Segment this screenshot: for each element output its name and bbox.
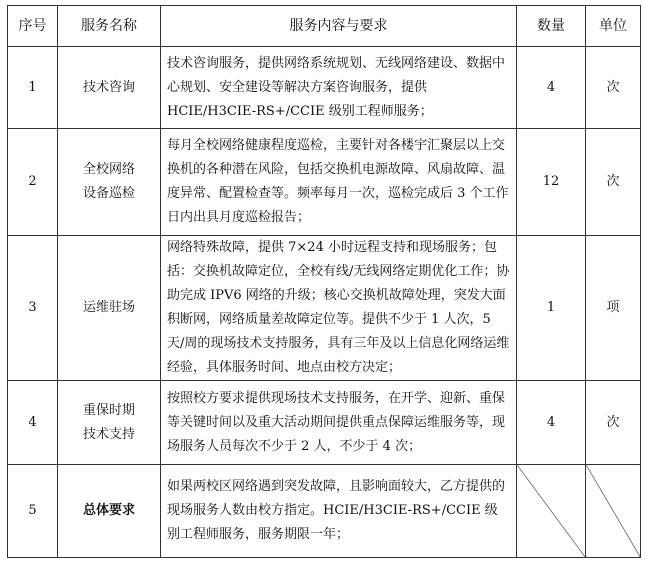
row-seq: 1 [8,47,58,129]
table-row [8,129,641,236]
table-header-row [8,6,641,47]
service-name-text: 全校网络设备巡检 [82,162,135,201]
row-quantity: 1 [517,236,586,381]
row-seq: 3 [8,236,58,381]
row-quantity-empty [517,465,586,558]
header-service-name: 服务名称 [58,6,161,47]
service-name-text: 运维驻场 [82,300,135,315]
service-name-text: 重保时期技术支持 [82,402,135,442]
table-row [8,465,641,558]
row-service-content: 网络特殊故障，提供 7×24 小时远程支持和现场服务；包括：交换机故障定位，全校有线/无线网络定期优化工作；协助完成 IPV6 网络的升级；核心交换机故障处理，突发大面积断网，网络质量差故障定位等。提供不少于 1 人次，5 天/周的现场技术支持服务，具有三年及以上信息化网络运维经验，具体服务时间、地点由校方决定； [161,236,517,381]
row-seq: 2 [8,129,58,236]
row-service-name [58,381,161,465]
row-service-name [58,129,161,236]
row-service-name [58,47,161,129]
row-seq: 4 [8,381,58,465]
row-unit: 次 [586,47,641,129]
row-quantity: 4 [517,47,586,129]
header-quantity: 数量 [517,6,586,47]
row-service-name [58,236,161,381]
row-service-content: 如果两校区网络遇到突发故障，且影响面较大，乙方提供的现场服务人数由校方指定。HCIE/H3CIE-RS+/CCIE 级别工程师服务，服务期限一年； [161,465,517,558]
header-unit: 单位 [586,6,641,47]
table-row [8,47,641,129]
header-service-content: 服务内容与要求 [161,6,517,47]
row-seq: 5 [8,465,58,558]
row-service-content: 按照校方要求提供现场技术支持服务，在开学、迎新、重保等关键时间以及重大活动期间提供重点保障运维服务等，现场服务人员每次不少于 2 人，不少于 4 次； [161,381,517,465]
row-service-name [58,465,161,558]
row-unit: 次 [586,381,641,465]
table-row [8,381,641,465]
row-unit: 项 [586,236,641,381]
row-unit: 次 [586,129,641,236]
header-seq: 序号 [8,6,58,47]
service-name-text: 总体要求 [82,503,135,518]
service-name-text: 技术咨询 [82,79,135,95]
row-service-content: 技术咨询服务，提供网络系统规划、无线网络建设、数据中心规划、安全建设等解决方案咨询服务，提供HCIE/H3CIE-RS+/CCIE 级别工程师服务； [161,47,517,129]
table-row [8,236,641,381]
row-quantity: 12 [517,129,586,236]
row-service-content: 每月全校网络健康程度巡检，主要针对各楼宇汇聚层以上交换机的各种潜在风险，包括交换机电源故障、风扇故障、温度异常、配置检查等。频率每月一次，巡检完成后 3 个工作日内出具月度巡检报告； [161,129,517,236]
row-unit-empty [586,465,641,558]
row-quantity: 4 [517,381,586,465]
service-requirements-table [7,5,641,558]
